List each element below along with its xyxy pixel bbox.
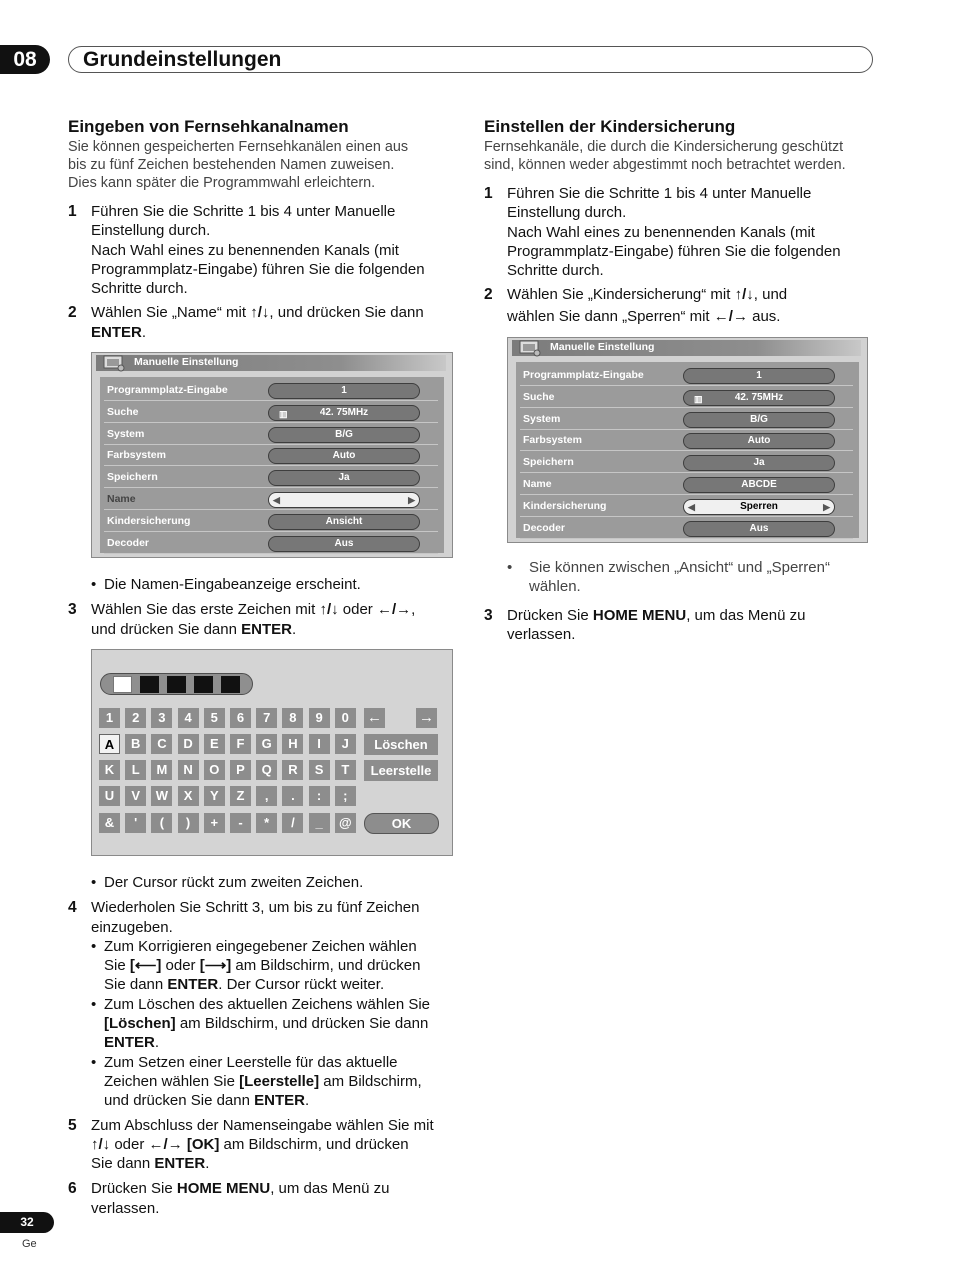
step-1: 1 Führen Sie die Schritte 1 bis 4 unter Manuelle Einstellung durch. Nach Wahl eines zu benennenden Kanals (mit Programmplatz-Eingabe) führen Sie die folgenden Schritte durch. xyxy=(68,203,425,298)
menu-row[interactable] xyxy=(104,489,438,510)
keyboard-key[interactable]: U xyxy=(99,786,120,806)
menu-row-value[interactable]: Aus xyxy=(268,536,420,552)
menu-row-value[interactable]: ▥ 42. 75MHz xyxy=(683,390,835,406)
menu-row-label: System xyxy=(107,427,145,440)
section-heading-parental-lock: Einstellen der Kindersicherung xyxy=(484,117,736,136)
menu-row[interactable] xyxy=(520,409,853,430)
keyboard-key[interactable]: ) xyxy=(178,813,199,833)
triangle-right-icon[interactable]: ▶ xyxy=(823,501,830,512)
menu-row-value[interactable]: 1 xyxy=(683,368,835,384)
keyboard-key[interactable]: 6 xyxy=(230,708,251,728)
keyboard-key[interactable]: & xyxy=(99,813,120,833)
menu-row-label: Farbsystem xyxy=(523,434,582,447)
menu-title: Manuelle Einstellung xyxy=(134,356,239,369)
keyboard-key[interactable]: J xyxy=(335,734,356,754)
keyboard-key[interactable]: G xyxy=(256,734,277,754)
step-3: 3 Wählen Sie das erste Zeichen mit ↑/↓ oder ←/→, und drücken Sie dann ENTER. xyxy=(68,601,416,638)
name-slot xyxy=(140,676,159,693)
language-code: Ge xyxy=(22,1238,37,1250)
step-1: 1 Führen Sie die Schritte 1 bis 4 unter Manuelle Einstellung durch. Nach Wahl eines zu benennenden Kanals (mit Programmplatz-Eingabe) führen Sie die folgenden Schritte durch. xyxy=(484,185,841,280)
name-entry-bar xyxy=(100,673,253,695)
ok-key[interactable]: OK xyxy=(364,813,439,834)
menu-row[interactable] xyxy=(104,511,438,532)
menu-row-label: Name xyxy=(523,478,552,491)
menu-row-value[interactable]: Ja xyxy=(683,455,835,471)
menu-row[interactable] xyxy=(104,380,438,401)
up-down-arrows-icon: ↑/↓ xyxy=(734,286,754,304)
menu-row-label: Decoder xyxy=(523,521,566,534)
menu-row[interactable] xyxy=(104,424,438,445)
step-3: 3 Drücken Sie HOME MENU, um das Menü zu verlassen. xyxy=(484,606,806,643)
keyboard-key[interactable]: / xyxy=(282,813,303,833)
cursor-right-key[interactable]: → xyxy=(416,708,437,728)
triangle-left-icon[interactable]: ◀ xyxy=(273,495,280,506)
manual-settings-screen xyxy=(507,337,868,543)
bullet-cursor-advance: • Der Cursor rückt zum zweiten Zeichen. xyxy=(91,873,458,892)
triangle-right-icon[interactable]: ▶ xyxy=(408,495,415,506)
menu-row-value[interactable]: ABCDE xyxy=(683,477,835,493)
menu-row[interactable] xyxy=(520,452,853,473)
menu-row-label: Decoder xyxy=(107,536,150,549)
menu-row-label: Name xyxy=(107,493,136,506)
page-number: 32 xyxy=(0,1212,54,1233)
keyboard-key[interactable]: - xyxy=(230,813,251,833)
menu-row-value[interactable]: Ja xyxy=(268,470,420,486)
up-down-arrows-icon: ↑/↓ xyxy=(250,304,270,322)
keyboard-key[interactable]: L xyxy=(125,760,146,780)
keyboard-key[interactable]: 3 xyxy=(151,708,172,728)
chapter-bar xyxy=(68,46,873,73)
manual-settings-screen xyxy=(91,352,453,558)
keyboard-key[interactable]: V xyxy=(125,786,146,806)
menu-row-value[interactable]: B/G xyxy=(268,427,420,443)
menu-title: Manuelle Einstellung xyxy=(550,341,655,354)
step-2: 2 Wählen Sie „Kindersicherung“ mit ↑/↓, und wählen Sie dann „Sperren“ mit ←/→ aus. xyxy=(484,286,788,325)
left-right-arrows-icon: ←/→ xyxy=(713,307,748,325)
menu-row-value[interactable]: ◀ ▶ Sperren xyxy=(683,499,835,515)
keyboard-key[interactable]: T xyxy=(335,760,356,780)
name-slot xyxy=(167,676,186,693)
keyboard-key[interactable]: S xyxy=(309,760,330,780)
intro-names: Sie können gespeicherten Fernsehkanälen einen aus bis zu fünf Zeichen bestehenden Namen zuweisen. Dies kann später die Programmwahl erleichtern. xyxy=(68,139,409,191)
sub-bullet-delete: • Zum Löschen des aktuellen Zeichens wählen Sie [Löschen] am Bildschirm, und drücken Sie dann ENTER. xyxy=(91,995,458,1053)
left-right-arrows-icon: ←/→ xyxy=(376,601,412,619)
keyboard-key[interactable]: A xyxy=(99,734,120,754)
menu-row-label: Speichern xyxy=(107,471,158,484)
tv-menu-icon xyxy=(102,353,126,372)
left-right-arrows-icon: ←/→ xyxy=(148,1135,183,1153)
menu-row-label: Kindersicherung xyxy=(107,514,191,527)
keyboard-key[interactable]: M xyxy=(151,760,172,780)
keyboard-key[interactable]: , xyxy=(256,786,277,806)
delete-key[interactable]: Löschen xyxy=(364,734,438,755)
keyboard-key[interactable]: Q xyxy=(256,760,277,780)
antenna-icon: ▥ xyxy=(694,393,703,404)
menu-row[interactable] xyxy=(520,387,853,408)
menu-row[interactable] xyxy=(104,467,438,488)
keyboard-key[interactable]: : xyxy=(309,786,330,806)
menu-row-label: Programmplatz-Eingabe xyxy=(523,369,644,382)
menu-row[interactable] xyxy=(520,365,853,386)
step-4: 4 Wiederholen Sie Schritt 3, um bis zu fünf Zeichen einzugeben. • Zum Korrigieren eingegebener Zeichen wählen Sie [⟵] oder [⟶] am Bildschirm, und drücken Sie dann ENTER. Der Cursor rückt weiter. • Zum Löschen des aktuellen Zeichens wählen Sie [Löschen] am Bildschirm, und drücken Sie dann ENTER. • Zum Setzen einer Leerstelle für das aktuelle Zeichen wählen Sie [Leerstelle] am Bildschirm, und drücken Sie dann ENTER. xyxy=(68,898,458,1110)
menu-row-label: Kindersicherung xyxy=(523,499,607,512)
menu-row-label: Programmplatz-Eingabe xyxy=(107,384,228,397)
keyboard-key[interactable]: 5 xyxy=(204,708,225,728)
chapter-number: 08 xyxy=(0,45,50,74)
keyboard-key[interactable]: 0 xyxy=(335,708,356,728)
keyboard-key[interactable]: Y xyxy=(204,786,225,806)
menu-row-value[interactable]: Ansicht xyxy=(268,514,420,530)
menu-row[interactable] xyxy=(520,518,853,539)
keyboard-key[interactable]: E xyxy=(204,734,225,754)
keyboard-key[interactable]: + xyxy=(204,813,225,833)
keyboard-key[interactable]: 2 xyxy=(125,708,146,728)
keyboard-key[interactable]: W xyxy=(151,786,172,806)
menu-row-value[interactable]: Aus xyxy=(683,521,835,537)
sub-bullet-space: • Zum Setzen einer Leerstelle für das aktuelle Zeichen wählen Sie [Leerstelle] am Bildschirm, und drücken Sie dann ENTER. xyxy=(91,1053,458,1111)
menu-row[interactable] xyxy=(104,402,438,423)
keyboard-key[interactable]: N xyxy=(178,760,199,780)
intro-parental-lock: Fernsehkanäle, die durch die Kindersicherung geschützt sind, können weder abgestimmt noch betrachtet werden. xyxy=(484,139,846,173)
menu-row[interactable] xyxy=(520,430,853,451)
menu-row-value[interactable]: Auto xyxy=(268,448,420,464)
antenna-icon: ▥ xyxy=(279,408,288,419)
menu-row-label: Suche xyxy=(107,405,139,418)
keyboard-key[interactable]: O xyxy=(204,760,225,780)
keyboard-key[interactable]: . xyxy=(282,786,303,806)
up-down-arrows-icon: ↑/↓ xyxy=(91,1135,111,1153)
keyboard-key[interactable]: Z xyxy=(230,786,251,806)
up-down-arrows-icon: ↑/↓ xyxy=(319,601,339,619)
keyboard-key[interactable]: ( xyxy=(151,813,172,833)
name-slot xyxy=(194,676,213,693)
keyboard-key[interactable]: F xyxy=(230,734,251,754)
keyboard-key[interactable]: D xyxy=(178,734,199,754)
menu-row-label: System xyxy=(523,412,561,425)
menu-row-value[interactable]: Auto xyxy=(683,433,835,449)
menu-row-label: Speichern xyxy=(523,456,574,469)
keyboard-key[interactable]: ; xyxy=(335,786,356,806)
keyboard-key[interactable]: 1 xyxy=(99,708,120,728)
keyboard-key[interactable]: @ xyxy=(335,813,356,833)
name-slot xyxy=(113,676,132,693)
menu-row-label: Suche xyxy=(523,390,555,403)
keyboard-key[interactable]: C xyxy=(151,734,172,754)
keyboard-key[interactable]: H xyxy=(282,734,303,754)
keyboard-key[interactable]: P xyxy=(230,760,251,780)
name-slot xyxy=(221,676,240,693)
keyboard-key[interactable]: I xyxy=(309,734,330,754)
section-heading-names: Eingeben von Fernsehkanalnamen xyxy=(68,117,349,136)
chapter-title: Grundeinstellungen xyxy=(83,48,282,71)
keyboard-key[interactable]: R xyxy=(282,760,303,780)
menu-row[interactable] xyxy=(520,474,853,495)
keyboard-key[interactable]: B xyxy=(125,734,146,754)
menu-row-value[interactable]: 1 xyxy=(268,383,420,399)
bullet-choose: • Sie können zwischen „Ansicht“ und „Sperren“ wählen. xyxy=(507,558,876,597)
menu-row[interactable] xyxy=(104,533,438,554)
tv-menu-icon xyxy=(518,338,542,357)
menu-row-value[interactable] xyxy=(268,492,420,508)
bullet-name-display: • Die Namen-Eingabeanzeige erscheint. xyxy=(91,575,458,594)
space-key[interactable]: Leerstelle xyxy=(364,760,438,781)
keyboard-key[interactable]: X xyxy=(178,786,199,806)
keyboard-key[interactable]: * xyxy=(256,813,277,833)
name-input-screen xyxy=(91,649,453,856)
keyboard-key[interactable]: ' xyxy=(125,813,146,833)
keyboard-key[interactable]: 9 xyxy=(309,708,330,728)
menu-row-label: Farbsystem xyxy=(107,449,166,462)
keyboard-key[interactable]: _ xyxy=(309,813,330,833)
keyboard-key[interactable]: K xyxy=(99,760,120,780)
left-column xyxy=(68,117,458,1218)
right-column xyxy=(484,117,876,644)
step-2: 2 Wählen Sie „Name“ mit ↑/↓, und drücken Sie dann ENTER. xyxy=(68,304,424,341)
cursor-left-key[interactable]: ← xyxy=(364,708,385,728)
step-6: 6 Drücken Sie HOME MENU, um das Menü zu verlassen. xyxy=(68,1180,390,1217)
keyboard-key[interactable]: 7 xyxy=(256,708,277,728)
menu-row[interactable] xyxy=(104,445,438,466)
triangle-left-icon[interactable]: ◀ xyxy=(688,501,695,512)
keyboard-key[interactable]: 8 xyxy=(282,708,303,728)
menu-row-value[interactable]: ▥ 42. 75MHz xyxy=(268,405,420,421)
menu-row[interactable] xyxy=(520,496,853,517)
sub-bullet-correct: • Zum Korrigieren eingegebener Zeichen wählen Sie [⟵] oder [⟶] am Bildschirm, und drücken Sie dann ENTER. Der Cursor rückt weiter. xyxy=(91,937,458,995)
step-5: 5 Zum Abschluss der Namenseingabe wählen Sie mit ↑/↓ oder ←/→ [OK] am Bildschirm, und drücken Sie dann ENTER. xyxy=(68,1116,434,1173)
keyboard-key[interactable]: 4 xyxy=(178,708,199,728)
menu-row-value[interactable]: B/G xyxy=(683,412,835,428)
